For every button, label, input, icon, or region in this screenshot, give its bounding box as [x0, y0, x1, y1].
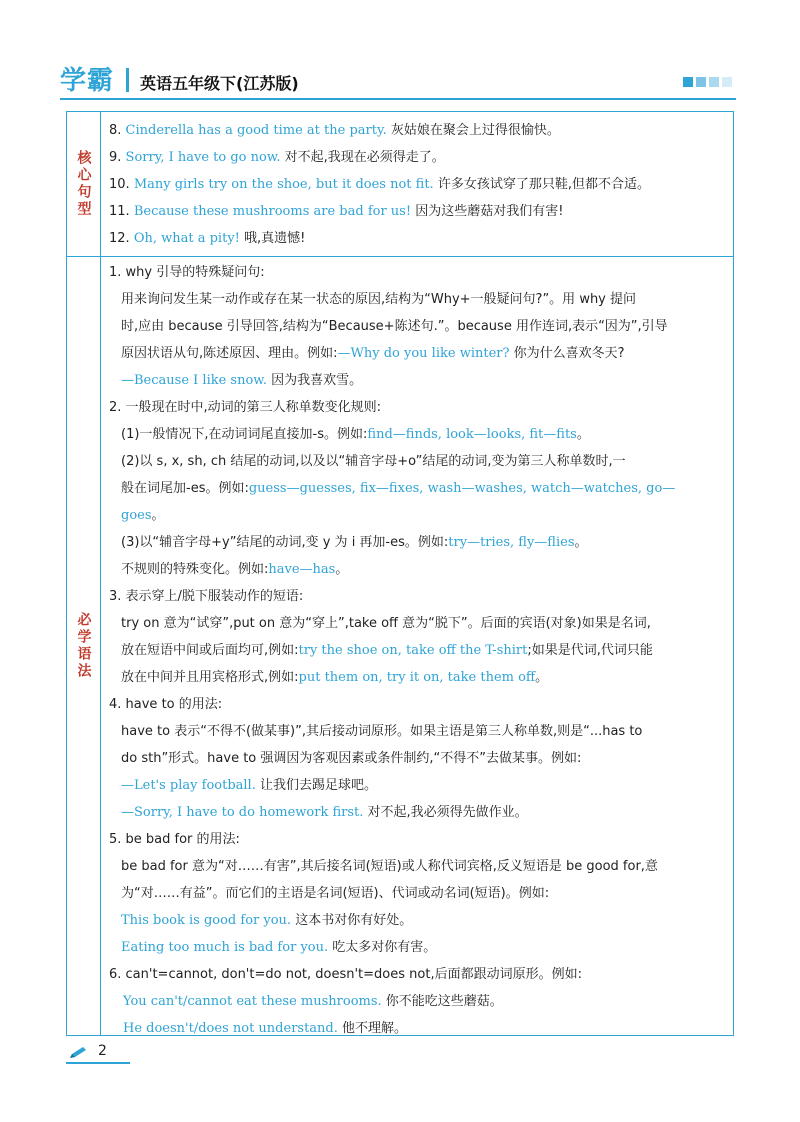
grammar-text: (1)一般情况下,在动词词尾直接加-s。例如:find—finds, look—looks, fit—fits。: [121, 427, 590, 442]
grammar-text: 原因状语从句,陈述原因、理由。例如:—Why do you like winter? 你为什么喜欢冬天?: [121, 346, 625, 361]
example-line: You can't/cannot eat these mushrooms. 你不能吃这些蘑菇。: [123, 994, 503, 1009]
grammar-heading: 4. have to 的用法:: [109, 697, 223, 712]
page-number: 2: [98, 1043, 107, 1059]
square-1: [683, 77, 693, 87]
grammar-text: goes。: [121, 508, 165, 523]
square-3: [709, 77, 719, 87]
grammar-text: be bad for 意为“对……有害”,其后接名词(短语)或人称代词宾格,反义短语是 be good for,意: [121, 859, 658, 874]
sentence-item: 8. Cinderella has a good time at the party. 灰姑娘在聚会上过得很愉快。: [109, 123, 560, 138]
brand-logo: 学霸: [60, 66, 115, 96]
sentence-item: 10. Many girls try on the shoe, but it does not fit. 许多女孩试穿了那只鞋,但都不合适。: [109, 177, 650, 192]
square-4: [722, 77, 732, 87]
decorative-squares: [683, 77, 732, 87]
grammar-heading: 6. can't=cannot, don't=do not, doesn't=does not,后面都跟动词原形。例如:: [109, 967, 582, 982]
grammar-heading: 1. why 引导的特殊疑问句:: [109, 265, 265, 280]
grammar-text: 不规则的特殊变化。例如:have—has。: [121, 562, 349, 577]
section-label-cell: [67, 112, 101, 256]
example-line: —Let's play football. 让我们去踢足球吧。: [121, 778, 377, 793]
section-core-sentences: [67, 112, 733, 257]
section-grammar: [67, 257, 733, 1035]
grammar-text: do sth”形式。have to 强调因为客观因素或条件制约,“不得不”去做某事。例如:: [121, 751, 582, 766]
grammar-text: try on 意为“试穿”,put on 意为“穿上”,take off 意为“脱下”。后面的宾语(对象)如果是名词,: [121, 616, 651, 631]
section-label: 必学语法: [75, 612, 92, 680]
grammar-text: (3)以“辅音字母+y”结尾的动词,变 y 为 i 再加-es。例如:try—tries, fly—flies。: [121, 535, 588, 550]
grammar-text: 用来询问发生某一动作或存在某一状态的原因,结构为“Why+一般疑问句?”。用 why 提问: [121, 292, 637, 307]
grammar-text: 时,应由 because 引导回答,结构为“Because+陈述句.”。because 用作连词,表示“因为”,引导: [121, 319, 668, 334]
sentence-item: 9. Sorry, I have to go now. 对不起,我现在必须得走了。: [109, 150, 445, 165]
logo-divider: [126, 68, 129, 92]
example-line: This book is good for you. 这本书对你有好处。: [121, 913, 413, 928]
page-header: [60, 60, 740, 100]
book-title: 英语五年级下(江苏版): [140, 74, 299, 93]
grammar-text: 放在中间并且用宾格形式,例如:put them on, try it on, take them off。: [121, 670, 549, 685]
grammar-heading: 3. 表示穿上/脱下服装动作的短语:: [109, 589, 304, 604]
section-label-cell: [67, 257, 101, 1035]
sentence-item: 12. Oh, what a pity! 哦,真遗憾!: [109, 231, 306, 246]
sentence-item: 11. Because these mushrooms are bad for us! 因为这些蘑菇对我们有害!: [109, 204, 564, 219]
section-label: 核心句型: [75, 150, 92, 218]
grammar-text: (2)以 s, x, sh, ch 结尾的动词,以及以“辅音字母+o”结尾的动词,变为第三人称单数时,一: [121, 454, 626, 469]
grammar-text: 为“对……有益”。而它们的主语是名词(短语)、代词或动名词(短语)。例如:: [121, 886, 550, 901]
example-line: Eating too much is bad for you. 吃太多对你有害。: [121, 940, 437, 955]
header-rule: [60, 98, 736, 100]
example-line: He doesn't/does not understand. 他不理解。: [123, 1021, 408, 1036]
pencil-icon: [68, 1046, 90, 1060]
grammar-text: 般在词尾加-es。例如:guess—guesses, fix—fixes, wash—washes, watch—watches, go—: [121, 481, 676, 496]
grammar-text: have to 表示“不得不(做某事)”,其后接动词原形。如果主语是第三人称单数,则是“...has to: [121, 724, 643, 739]
footer-rule: [66, 1062, 130, 1064]
grammar-heading: 2. 一般现在时中,动词的第三人称单数变化规则:: [109, 400, 382, 415]
grammar-text: 放在短语中间或后面均可,例如:try the shoe on, take off the T-shirt;如果是代词,代词只能: [121, 643, 653, 658]
content-table: [66, 111, 734, 1036]
example-line: —Because I like snow. 因为我喜欢雪。: [121, 373, 363, 388]
example-line: —Sorry, I have to do homework first. 对不起,我必须得先做作业。: [121, 805, 528, 820]
square-2: [696, 77, 706, 87]
grammar-heading: 5. be bad for 的用法:: [109, 832, 240, 847]
